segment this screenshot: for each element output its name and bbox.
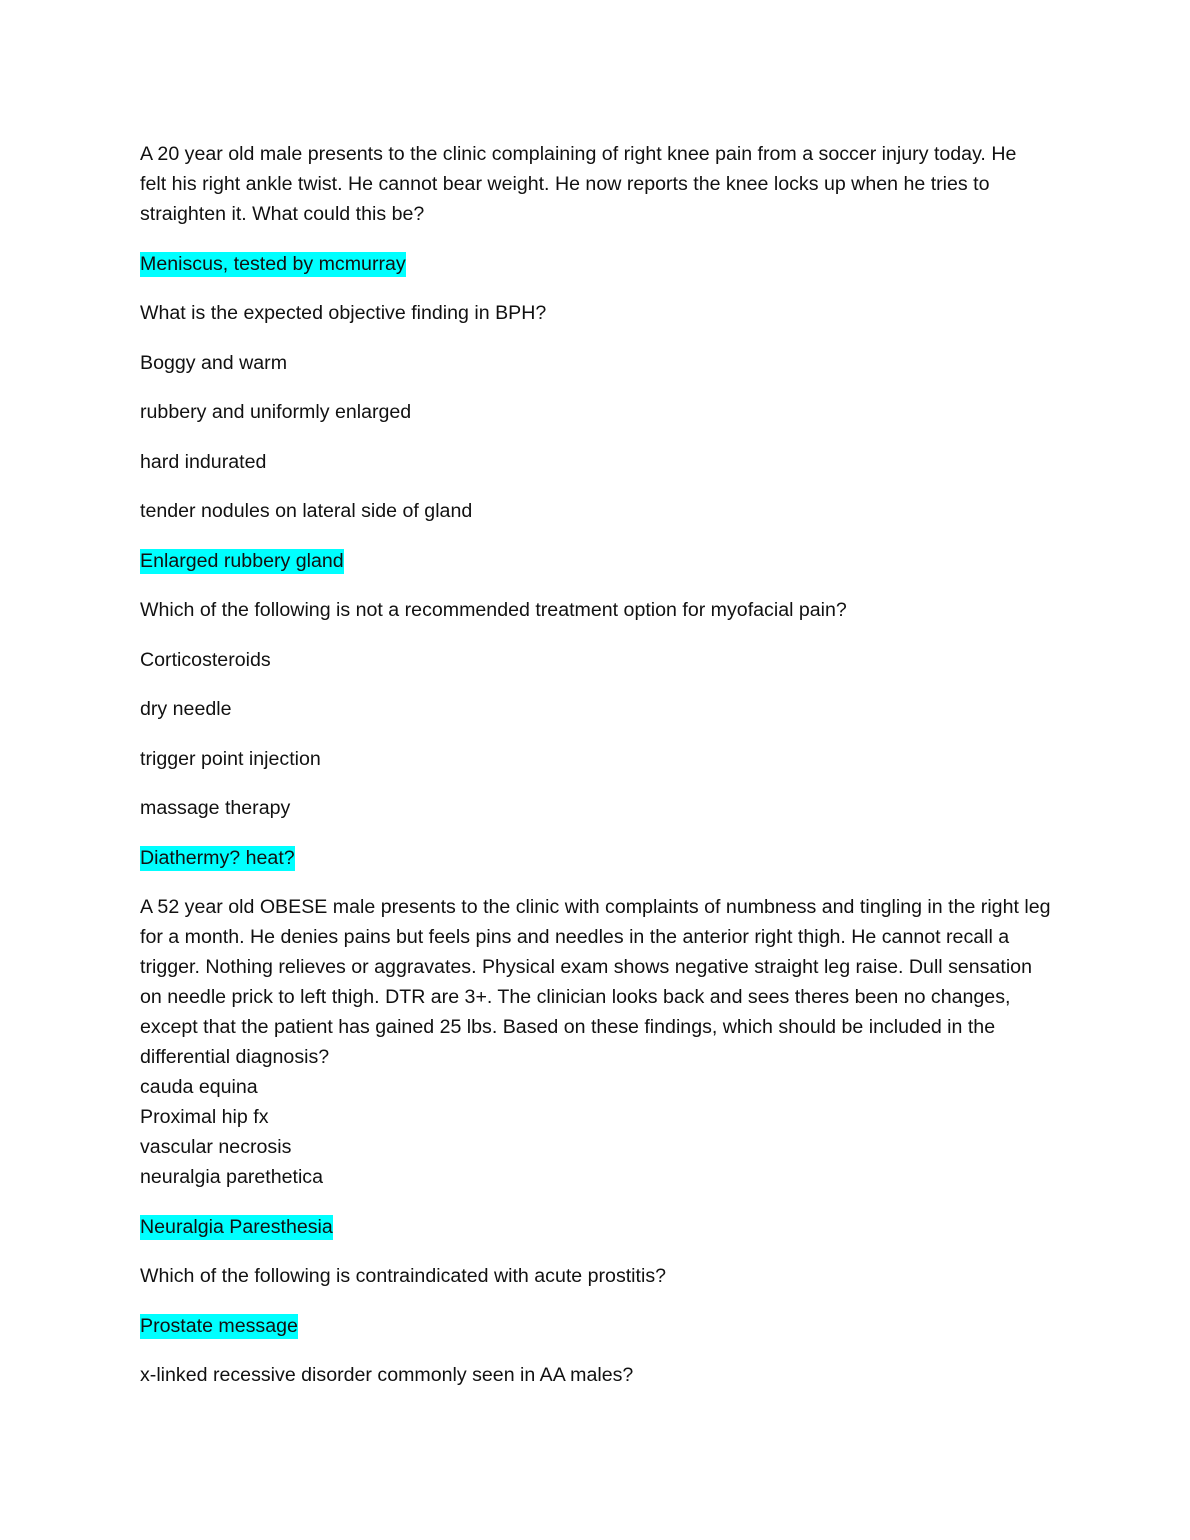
- question-paragraph: [140, 298, 1052, 328]
- question-text: What is the expected objective finding in BPH?: [140, 302, 547, 324]
- option-text: neuralgia parethetica: [140, 1166, 324, 1188]
- option-paragraph: [140, 447, 1052, 477]
- text-line: A 20 year old male presents to the clinic complaining of right knee pain from a soccer injury today. He: [140, 143, 1017, 165]
- text-line: trigger. Nothing relieves or aggravates. Physical exam shows negative straight leg raise. Dull sensation: [140, 956, 1032, 978]
- text-line: A 52 year old OBESE male presents to the clinic with complaints of numbness and tingling in the right leg: [140, 896, 1051, 918]
- question-paragraph: [140, 1261, 1052, 1291]
- question-paragraph: [140, 892, 1052, 1192]
- highlighted-answer: Prostate message: [140, 1314, 298, 1337]
- option-text: Boggy and warm: [140, 351, 288, 374]
- question-paragraph: [140, 139, 1052, 229]
- option-text: massage therapy: [140, 797, 291, 819]
- option-paragraph: [140, 348, 1052, 378]
- option-text: trigger point injection: [140, 747, 321, 770]
- question-paragraph: [140, 1360, 1052, 1390]
- document-body: [140, 139, 1052, 1390]
- text-line: except that the patient has gained 25 lbs. Based on these findings, which should be included in the: [140, 1016, 996, 1038]
- highlighted-answer: Diathermy? heat?: [140, 846, 295, 869]
- option-text: cauda equina: [140, 1076, 258, 1098]
- option-paragraph: [140, 397, 1052, 427]
- highlighted-answer: Meniscus, tested by mcmurray: [140, 252, 406, 275]
- question-text: Which of the following is not a recommended treatment option for myofacial pain?: [140, 599, 847, 621]
- option-text: vascular necrosis: [140, 1136, 292, 1158]
- highlighted-answer: Enlarged rubbery gland: [140, 549, 344, 572]
- option-paragraph: [140, 793, 1052, 823]
- text-line: differential diagnosis?: [140, 1046, 330, 1068]
- option-paragraph: [140, 744, 1052, 774]
- option-text: dry needle: [140, 698, 232, 720]
- question-text: x-linked recessive disorder commonly seen in AA males?: [140, 1364, 634, 1386]
- option-paragraph: [140, 645, 1052, 675]
- option-paragraph: [140, 694, 1052, 724]
- option-text: tender nodules on lateral side of gland: [140, 500, 473, 522]
- text-line: for a month. He denies pains but feels pins and needles in the anterior right thigh. He cannot recall a: [140, 926, 1010, 948]
- option-text: rubbery and uniformly enlarged: [140, 401, 412, 423]
- question-paragraph: [140, 595, 1052, 625]
- option-text: Corticosteroids: [140, 648, 271, 671]
- text-line: on needle prick to left thigh. DTR are 3+. The clinician looks back and sees theres been no changes,: [140, 986, 1011, 1008]
- answer-paragraph: [140, 1212, 1052, 1242]
- option-paragraph: [140, 496, 1052, 526]
- answer-paragraph: [140, 1311, 1052, 1341]
- option-text: Proximal hip fx: [140, 1106, 269, 1128]
- answer-paragraph: [140, 249, 1052, 279]
- text-line: straighten it. What could this be?: [140, 203, 425, 225]
- answer-paragraph: [140, 843, 1052, 873]
- highlighted-answer: Neuralgia Paresthesia: [140, 1215, 333, 1238]
- answer-paragraph: [140, 546, 1052, 576]
- question-text: Which of the following is contraindicated with acute prostitis?: [140, 1265, 667, 1287]
- option-text: hard indurated: [140, 450, 267, 473]
- text-line: felt his right ankle twist. He cannot bear weight. He now reports the knee locks up when he tries to: [140, 173, 990, 195]
